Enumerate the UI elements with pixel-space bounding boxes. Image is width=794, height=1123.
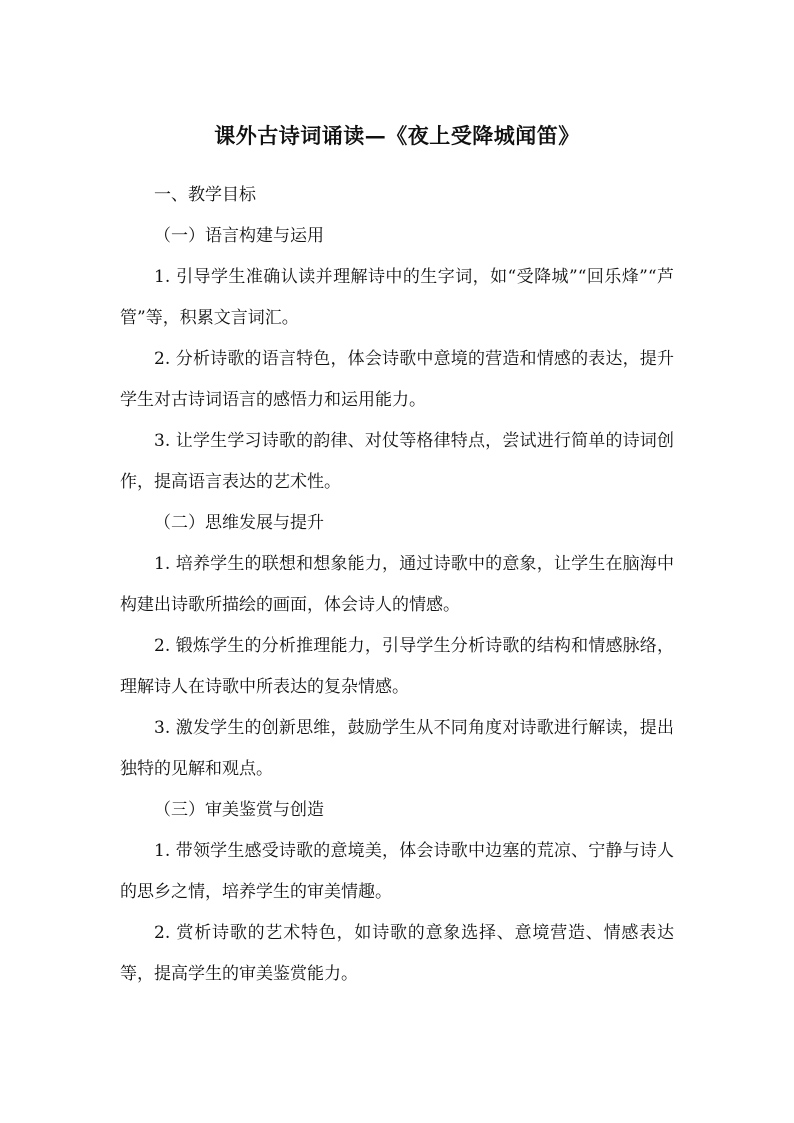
paragraph: 2. 分析诗歌的语言特色，体会诗歌中意境的营造和情感的表达，提升学生对古诗词语言的感悟力和运用能力。 (120, 349, 674, 410)
paragraph: 1. 引导学生准确认读并理解诗中的生字词，如“受降城”“回乐烽”“芦管”等，积累文言词汇。 (120, 267, 674, 328)
paragraph: 2. 赏析诗歌的艺术特色，如诗歌的意象选择、意境营造、情感表达等，提高学生的审美鉴赏能力。 (120, 923, 674, 984)
paragraph: 3. 让学生学习诗歌的韵律、对仗等格律特点，尝试进行简单的诗词创作，提高语言表达的艺术性。 (120, 431, 674, 492)
subsection-heading-thinking: （二）思维发展与提升 (154, 513, 324, 533)
document-body (120, 175, 674, 995)
paragraph: 2. 锻炼学生的分析推理能力，引导学生分析诗歌的结构和情感脉络，理解诗人在诗歌中所表达的复杂情感。 (120, 636, 674, 697)
section-heading: 一、教学目标 (154, 185, 256, 205)
subsection-heading-aesthetics: （三）审美鉴赏与创造 (154, 800, 324, 820)
paragraph: 1. 带领学生感受诗歌的意境美，体会诗歌中边塞的荒凉、宁静与诗人的思乡之情，培养学生的审美情趣。 (120, 841, 674, 902)
subsection-heading-language: （一）语言构建与运用 (154, 226, 324, 246)
paragraph: 1. 培养学生的联想和想象能力，通过诗歌中的意象，让学生在脑海中构建出诗歌所描绘的画面，体会诗人的情感。 (120, 554, 674, 615)
document-title: 课外古诗词诵读—《夜上受降城闻笛》 (214, 123, 580, 148)
paragraph: 3. 激发学生的创新思维，鼓励学生从不同角度对诗歌进行解读，提出独特的见解和观点。 (120, 718, 674, 779)
